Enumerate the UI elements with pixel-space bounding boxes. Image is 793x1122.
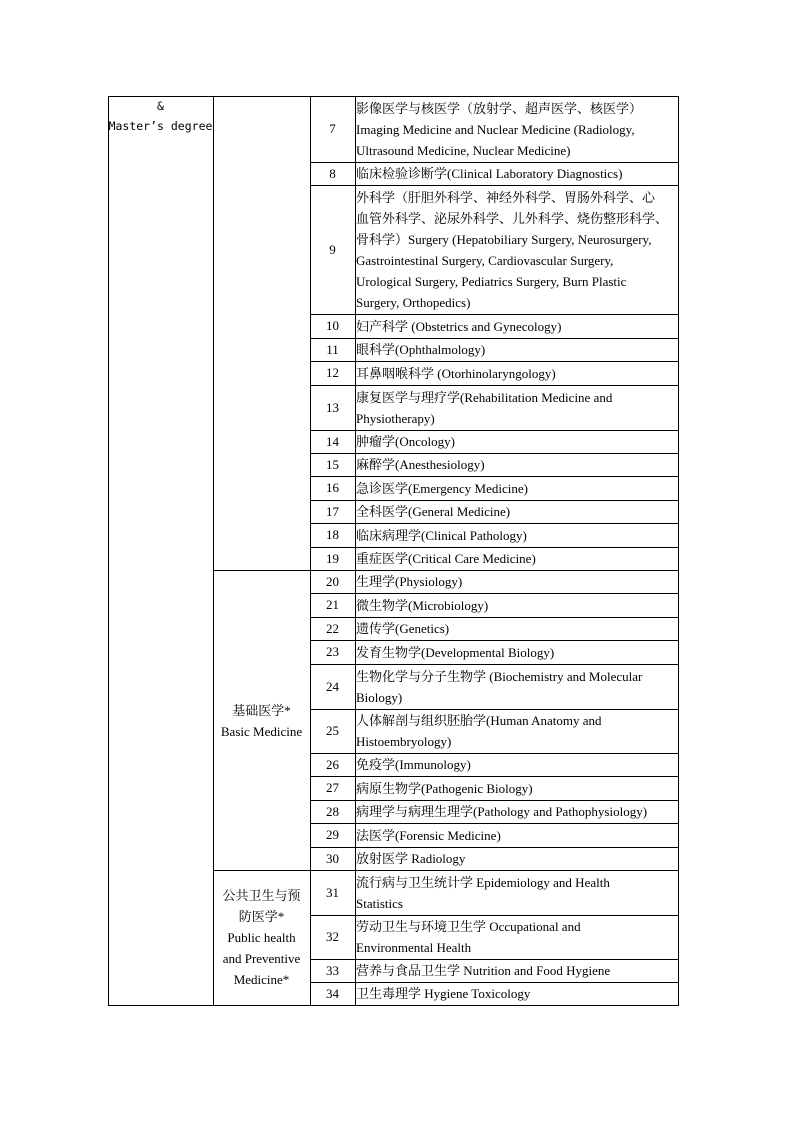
row-description: 流行病与卫生统计学 Epidemiology and Health Statistics bbox=[356, 874, 610, 911]
category-label-line: Basic Medicine bbox=[220, 724, 303, 739]
category-label-line: Medicine* bbox=[233, 972, 290, 987]
degree-ampersand: & bbox=[157, 99, 164, 113]
row-number: 12 bbox=[326, 365, 339, 380]
row-description: 急诊医学(Emergency Medicine) bbox=[356, 480, 528, 496]
row-description: 劳动卫生与环境卫生学 Occupational and Environmental Health bbox=[356, 919, 581, 955]
row-description: 免疫学(Immunology) bbox=[356, 757, 471, 772]
row-number: 30 bbox=[326, 851, 339, 866]
row-description: 病原生物学(Pathogenic Biology) bbox=[356, 780, 533, 796]
row-description: 卫生毒理学 Hygiene Toxicology bbox=[356, 986, 531, 1001]
row-description: 全科医学(General Medicine) bbox=[356, 504, 511, 519]
row-number: 8 bbox=[329, 166, 336, 181]
row-number: 21 bbox=[326, 597, 339, 612]
row-number: 13 bbox=[326, 400, 339, 415]
row-number: 27 bbox=[326, 780, 339, 795]
row-number: 23 bbox=[326, 644, 339, 659]
row-number: 25 bbox=[326, 723, 339, 738]
row-number: 34 bbox=[326, 986, 339, 1001]
row-number: 22 bbox=[326, 621, 339, 636]
row-number: 24 bbox=[326, 679, 339, 694]
row-description: 营养与食品卫生学 Nutrition and Food Hygiene bbox=[356, 963, 611, 978]
row-number: 14 bbox=[326, 434, 339, 449]
row-number: 18 bbox=[326, 527, 339, 542]
row-description: 遗传学(Genetics) bbox=[356, 621, 450, 636]
row-number: 29 bbox=[326, 827, 339, 842]
row-description: 耳鼻咽喉科学 (Otorhinolaryngology) bbox=[356, 365, 556, 381]
row-number: 28 bbox=[326, 804, 339, 819]
row-description: 影像医学与核医学（放射学、超声医学、核医学） Imaging Medicine and Nuclear Medicine (Radiology, Ultrasound Medicine, Nuclear Medicine) bbox=[356, 100, 643, 158]
row-number: 7 bbox=[329, 121, 336, 136]
degree-cell bbox=[108, 96, 213, 136]
row-description: 发育生物学(Developmental Biology) bbox=[356, 644, 555, 660]
row-number: 16 bbox=[326, 480, 339, 495]
row-description: 微生物学(Microbiology) bbox=[356, 597, 489, 613]
row-description: 病理学与病理生理学(Pathology and Pathophysiology) bbox=[356, 804, 648, 819]
category-public-health bbox=[213, 885, 310, 990]
row-number: 15 bbox=[326, 457, 339, 472]
row-description: 妇产科学 (Obstetrics and Gynecology) bbox=[356, 318, 562, 334]
row-description: 重症医学(Critical Care Medicine) bbox=[356, 551, 536, 566]
row-number: 31 bbox=[326, 885, 339, 900]
row-number: 11 bbox=[326, 342, 339, 357]
category-label-line: 防医学* bbox=[238, 909, 285, 924]
row-number: 33 bbox=[326, 963, 339, 978]
table-border-left bbox=[108, 96, 109, 1006]
row-description: 法医学(Forensic Medicine) bbox=[356, 827, 501, 843]
category-label-line: 公共卫生与预 bbox=[222, 888, 301, 903]
row-description: 人体解剖与组织胚胎学(Human Anatomy and Histoembryology) bbox=[356, 713, 602, 749]
row-number: 19 bbox=[326, 551, 339, 566]
category-basic-medicine bbox=[213, 700, 310, 742]
table-border-bottom bbox=[213, 1005, 679, 1006]
category-separator-basic bbox=[213, 570, 311, 571]
row-description: 康复医学与理疗学(Rehabilitation Medicine and Physiotherapy) bbox=[356, 389, 613, 426]
row-number: 17 bbox=[326, 504, 339, 519]
row-number: 26 bbox=[326, 757, 339, 772]
row-description: 麻醉学(Anesthesiology) bbox=[356, 457, 485, 472]
row-description: 眼科学(Ophthalmology) bbox=[356, 342, 486, 357]
category-label-line: Public health bbox=[227, 930, 296, 945]
row-number: 32 bbox=[326, 929, 339, 944]
row-description: 放射医学 Radiology bbox=[356, 851, 466, 866]
degree-label: Master’s degree bbox=[108, 119, 213, 133]
category-label-line: and Preventive bbox=[222, 951, 301, 966]
row-number: 20 bbox=[326, 574, 339, 589]
row-description: 生理学(Physiology) bbox=[356, 574, 463, 589]
row-description: 生物化学与分子生物学 (Biochemistry and Molecular Biology) bbox=[356, 668, 643, 705]
category-separator-public bbox=[213, 870, 311, 871]
row-description: 临床病理学(Clinical Pathology) bbox=[356, 527, 527, 543]
row-number: 9 bbox=[329, 242, 336, 257]
row-description: 临床检验诊断学(Clinical Laboratory Diagnostics) bbox=[356, 166, 623, 181]
row-description: 外科学（肝胆外科学、神经外科学、胃肠外科学、心 血管外科学、泌尿外科学、儿外科学、烧伤整形科学、 骨科学）Surgery (Hepatobiliary Surgery, Neurosurgery, Gastrointestinal Surgery, Cardiovascular Surgery, Urological Surgery, Pediatrics Surgery, Burn Plastic Surgery, Orthopedics) bbox=[356, 189, 669, 310]
category-label-line: 基础医学* bbox=[232, 703, 291, 718]
row-description: 肿瘤学(Oncology) bbox=[356, 434, 455, 449]
row-number: 10 bbox=[326, 318, 339, 333]
table-border-bottom-degree bbox=[108, 1005, 214, 1006]
